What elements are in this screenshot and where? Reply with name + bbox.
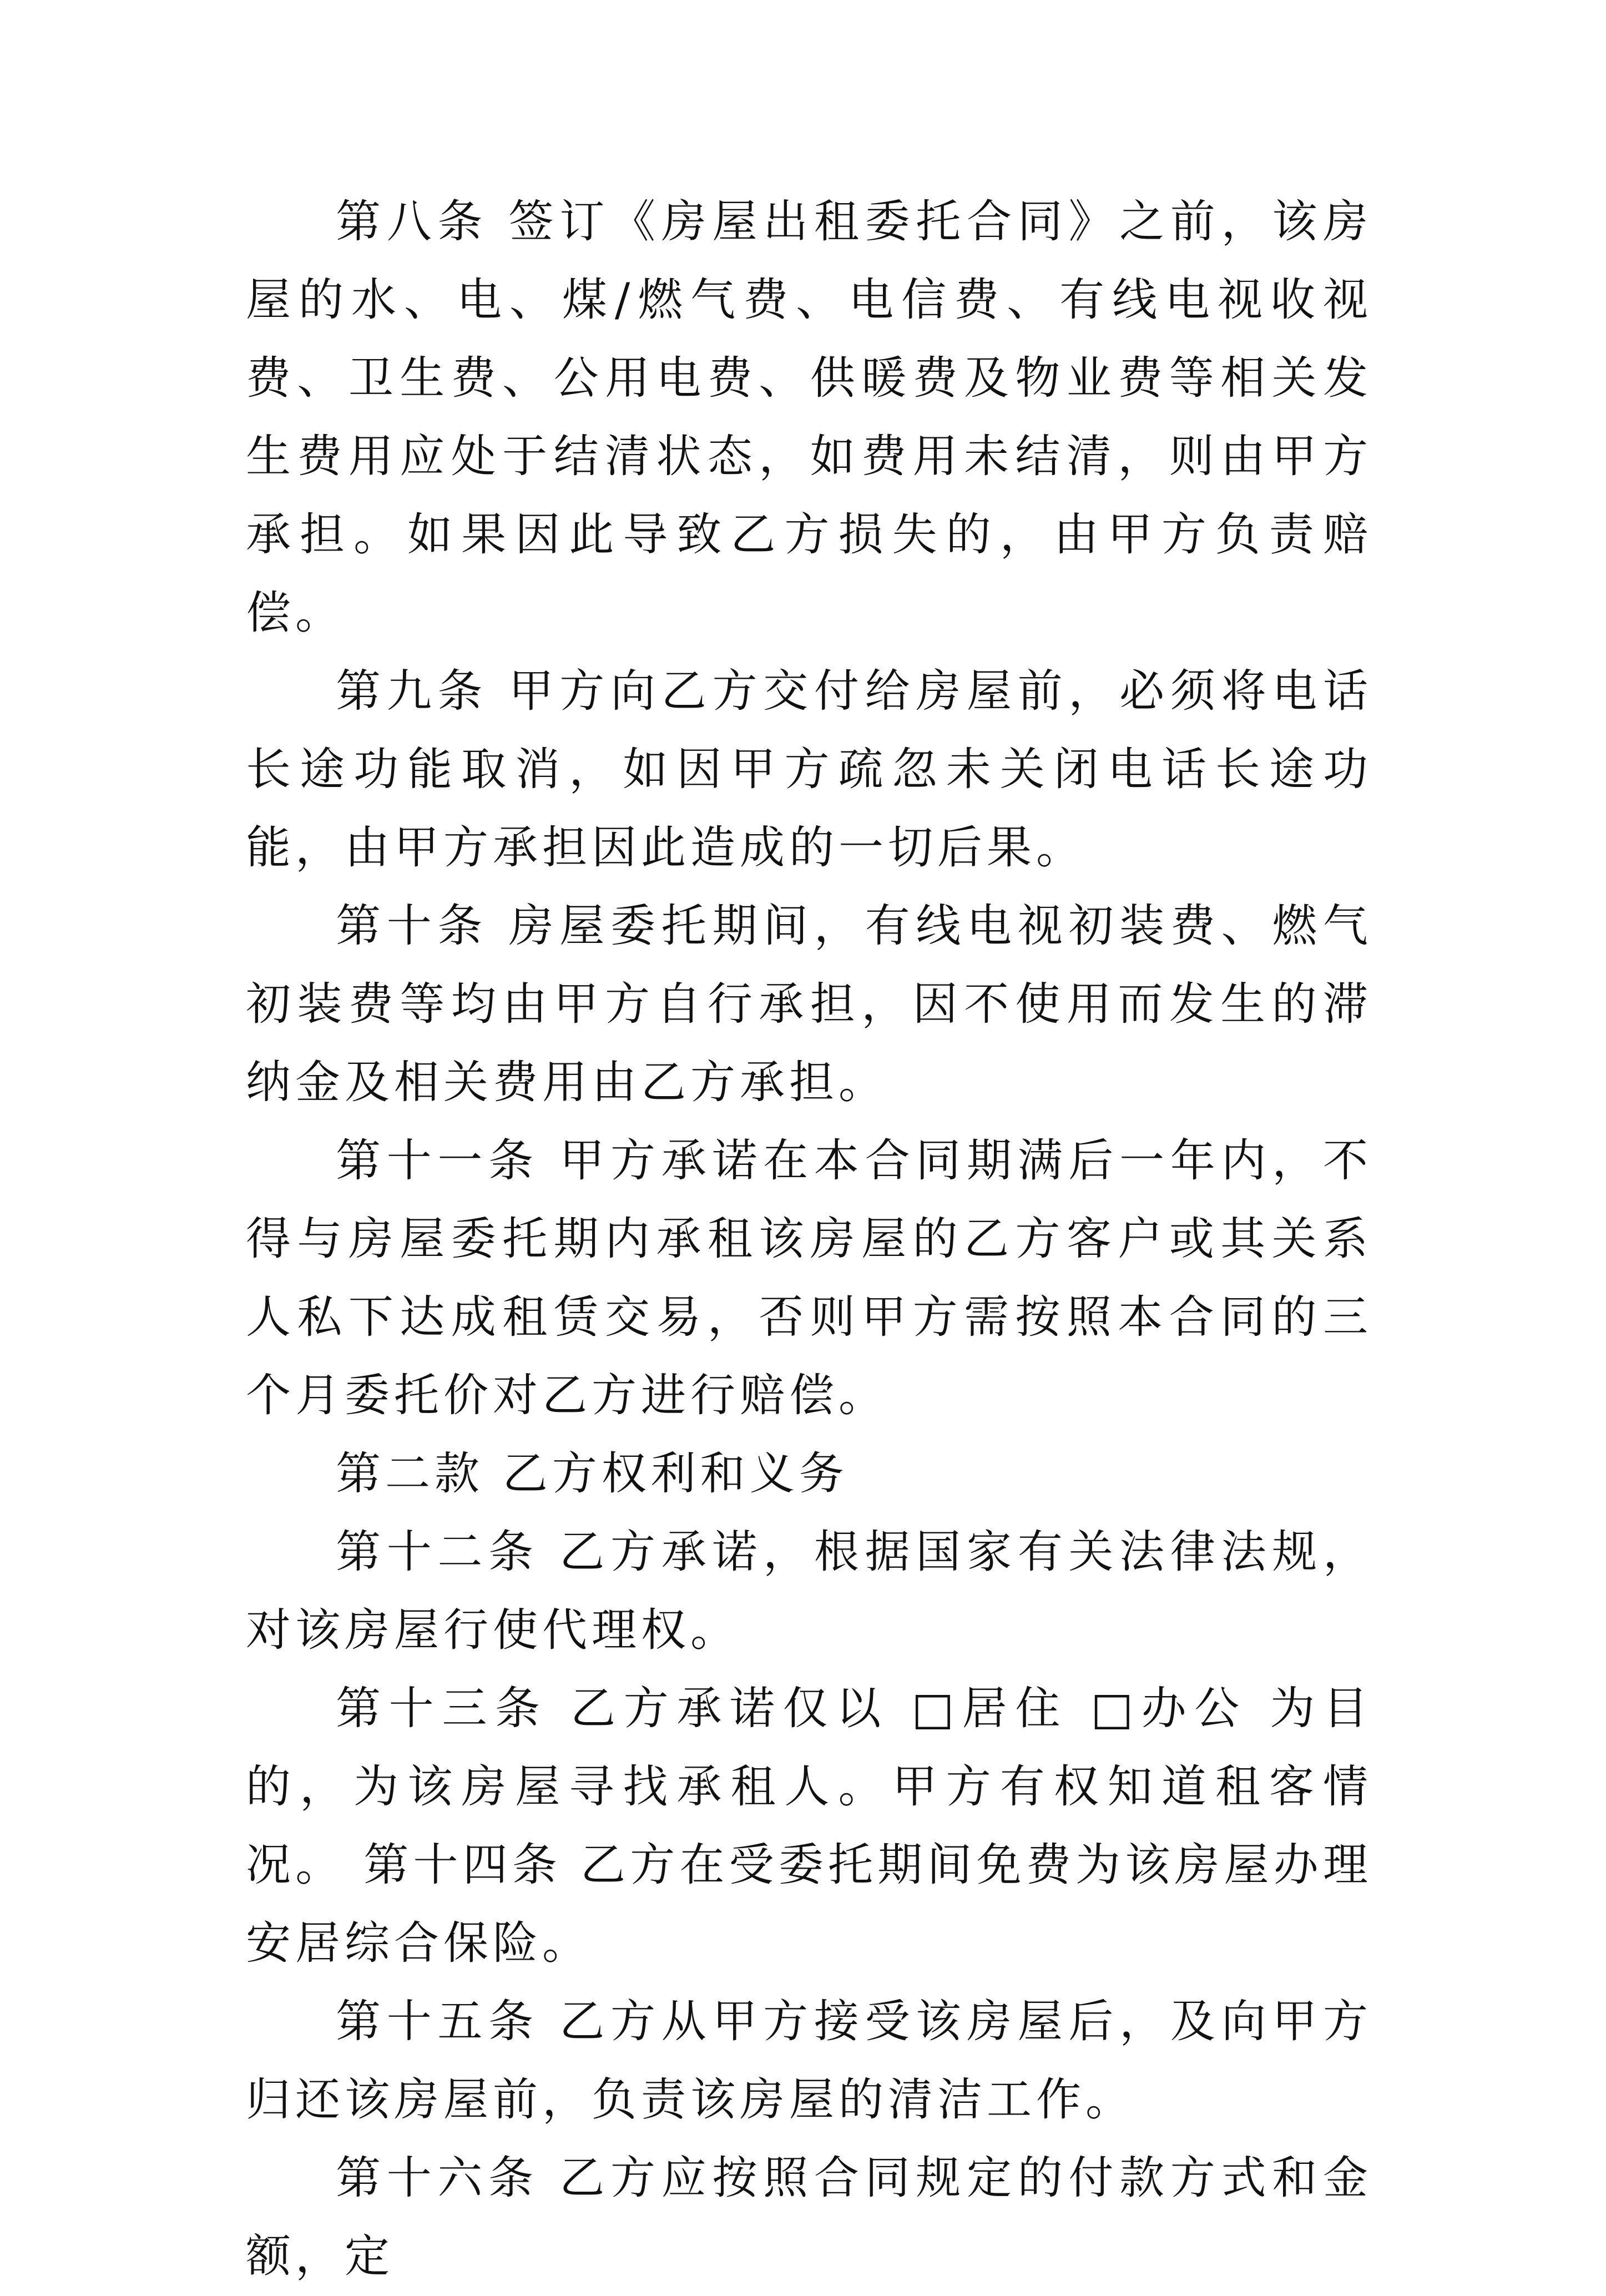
article-10-paragraph: 第十条 房屋委托期间，有线电视初装费、燃气初装费等均由甲方自行承担，因不使用而发生的滞纳金及相关费用由乙方承担。 — [246, 900, 1372, 1109]
contract-body — [246, 183, 1372, 2296]
article-9-paragraph: 第九条 甲方向乙方交付给房屋前，必须将电话长途功能取消，如因甲方疏忽未关闭电话长途功能，由甲方承担因此造成的一切后果。 — [246, 665, 1372, 874]
article-13-14-paragraph: 第十三条 乙方承诺仅以 □居住 □办公 为目的，为该房屋寻找承租人。甲方有权知道租客情况。 第十四条 乙方在受委托期间免费为该房屋办理安居综合保险。 — [246, 1683, 1372, 1970]
section-2-heading: 第二款 乙方权利和义务 — [336, 1448, 849, 1500]
article-15-paragraph: 第十五条 乙方从甲方接受该房屋后，及向甲方归还该房屋前，负责该房屋的清洁工作。 — [246, 1996, 1372, 2126]
article-16-paragraph: 第十六条 乙方应按照合同规定的付款方式和金额，定 — [246, 2152, 1372, 2283]
article-8-paragraph: 第八条 签订《房屋出租委托合同》之前，该房屋的水、电、煤/燃气费、电信费、有线电视收视费、卫生费、公用电费、供暖费及物业费等相关发生费用应处于结清状态，如费用未结清，则由甲方承担。如果因此导致乙方损失的，由甲方负责赔偿。 — [246, 196, 1372, 639]
article-12-paragraph: 第十二条 乙方承诺，根据国家有关法律法规，对该房屋行使代理权。 — [246, 1526, 1372, 1657]
article-11-paragraph: 第十一条 甲方承诺在本合同期满后一年内，不得与房屋委托期内承租该房屋的乙方客户或其关系人私下达成租赁交易，否则甲方需按照本合同的三个月委托价对乙方进行赔偿。 — [246, 1135, 1372, 1422]
